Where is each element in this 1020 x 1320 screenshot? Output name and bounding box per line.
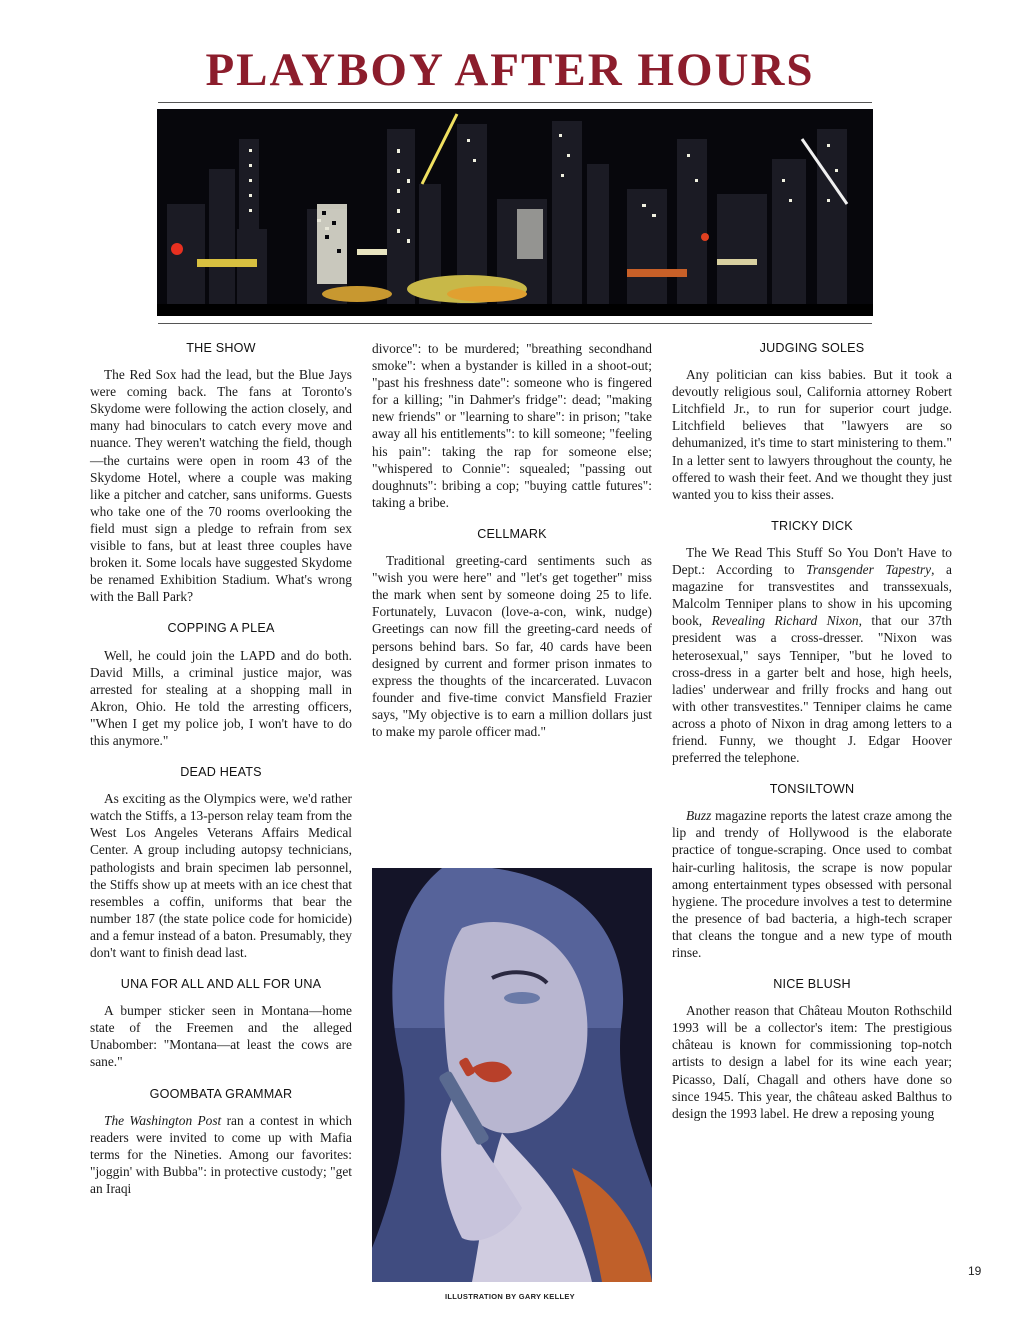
section-body: Traditional greeting-card sentiments such as "wish you were here" and "let's get together" miss the mark when sent by someone doing 25 to life. Fortunately, Luvacon (love-a-con, wink, nudge) Greetings can now fill the greeting-card needs of persons behind bars. So far, 40 cards have been designed by current and former prison inmates to express the thoughts of the incarcerated. Luvacon founder and five-time convict Mansfield Frazier says, "My objective is to earn a million dollars just to make my parole officer mad.": [372, 553, 652, 739]
section-body: Any politician can kiss babies. But it took a devoutly religious soul, California attorney Robert Litchfield Jr., to run for superior court judge. Litchfield believes that "lawyers are so dehumanized, it's time to start ministering to them." In a letter sent to lawyers throughout the county, he offered to wash their feet. And we thought they just wanted you to kiss their asses.: [672, 367, 952, 502]
section-body: The Washington Post ran a contest in which readers were invited to come up with Mafia terms for the Nineties. Among our favorites: "joggin' with Bubba": in protective custody; "get an Iraqi: [90, 1112, 352, 1197]
masthead-title: PLAYBOY AFTER HOURS: [205, 44, 815, 96]
section-heading: TONSILTOWN: [769, 782, 855, 797]
column-2: [372, 340, 652, 755]
publication-name: Transgender Tapestry: [806, 562, 932, 578]
section-heading: THE SHOW: [186, 341, 256, 355]
section-heading: JUDGING SOLES: [759, 341, 865, 355]
publication-name: The Washington Post: [104, 1112, 222, 1128]
column-1: [90, 340, 352, 1212]
woman-lipstick-illustration: [372, 868, 652, 1282]
page-number: 19: [968, 1264, 982, 1278]
city-skyline-illustration: [157, 109, 873, 316]
column-3: [672, 340, 952, 1137]
section-heading: TRICKY DICK: [771, 518, 853, 533]
section-body: Well, he could join the LAPD and do both. David Mills, a criminal justice major, was arrested for stealing at a shopping mall in Akron, Ohio. He told the arresting officers, "When I get my police job, I won't have to do this anymore.": [90, 647, 352, 748]
section-body: The Red Sox had the lead, but the Blue Jays were coming back. The fans at Toronto's Skydome were following the action closely, and many had binoculars to catch every move and nuance. They weren't watching the field, though—the curtains were open in room 43 of the Skydome Hotel, where a couple was making like a pitcher and catcher, sans uniforms. Guests who take one of the 70 rooms overlooking the field must sign a pledge to refrain from sex visible to fans, but at least three couples have broken it. Some locals have suggested Skydome be renamed Exhibition Stadium. What's wrong with the Ball Park?: [90, 367, 352, 605]
banner-rule: [158, 323, 872, 324]
section-body: The We Read This Stuff So You Don't Have to Dept.: According to Transgender Tapestry, a magazine for transvestites and transsexuals, Malcolm Tenniper plans to show in his upcoming book, Revealing Richard Nixon, that our 37th president was a cross-dresser. "Nixon was heterosexual," says Tenniper, "but he loved to cross-dress in a garter belt and hose, high heels, ladies' underwear and frilly frocks and hang out with other transvestites." Tenniper claims he came across a photo of Nixon in drag among letters to a friend. Funny, we thought J. Edgar Hoover preferred the telephone.: [672, 544, 952, 766]
section-heading: DEAD HEATS: [180, 765, 262, 780]
illustration-credit: ILLUSTRATION BY GARY KELLEY: [445, 1292, 575, 1301]
section-heading: COPPING A PLEA: [167, 621, 275, 636]
section-body: Another reason that Château Mouton Rothschild 1993 will be a collector's item: The prestigious château is known for commissioning top-notch artists to design a label for its wine each year; Picasso, Dalí, Chagall and others have done so since 1945. This year, the château asked Balthus to design the 1993 label. He drew a reposing young: [672, 1003, 952, 1121]
section-heading: NICE BLUSH: [773, 977, 851, 992]
section-heading: CELLMARK: [477, 526, 547, 541]
section-heading: GOOMBATA GRAMMAR: [149, 1086, 293, 1101]
top-rule: [158, 102, 872, 103]
publication-name: Buzz: [686, 808, 712, 824]
book-title: Revealing Richard Nixon: [711, 613, 859, 629]
section-heading: UNA FOR ALL AND ALL FOR UNA: [120, 977, 322, 992]
section-body: As exciting as the Olympics were, we'd rather watch the Stiffs, a 13-person relay team from the West Los Angeles Veterans Affairs Medical Center. A group including autopsy technicians, pathologists and brain specimen lab personnel, the Stiffs show up at meets with an ice chest that resembles a coffin, uniforms that bear the number 187 (the state police code for homicide) and a femur instead of a baton. Presumably, they don't want to finish dead last.: [90, 791, 352, 960]
section-body: Buzz magazine reports the latest craze among the lip and trendy of Hollywood is the elaborate practice of tongue-scraping. Once used to combat hair-curling halitosis, the scrape is now popular among entertainment types obsessed with personal hygiene. The procedure involves a test to determine the presence of bad bacteria, a high-tech scraper that cleans the tongue and a new type of mouth rinse.: [672, 808, 952, 960]
section-body: A bumper sticker seen in Montana—home state of the Freemen and the alleged Unabomber: "Montana—at least the cows are sane.": [90, 1003, 352, 1070]
section-body-continued: divorce": to be murdered; "breathing secondhand smoke": when a bystander is killed in a shoot-out; "past his freshness date": someone who is fingered for a killing; "in Dahmer's fridge": dead; "making new friends" or "learning to share": in prison; "take away all his entitlements": to kill someone; "feeling his pain": taking the rap for someone else; "whispered to Connie": squealed; "passing out doughnuts": bribing a cop; "buying cattle futures": taking a bribe.: [372, 341, 652, 510]
